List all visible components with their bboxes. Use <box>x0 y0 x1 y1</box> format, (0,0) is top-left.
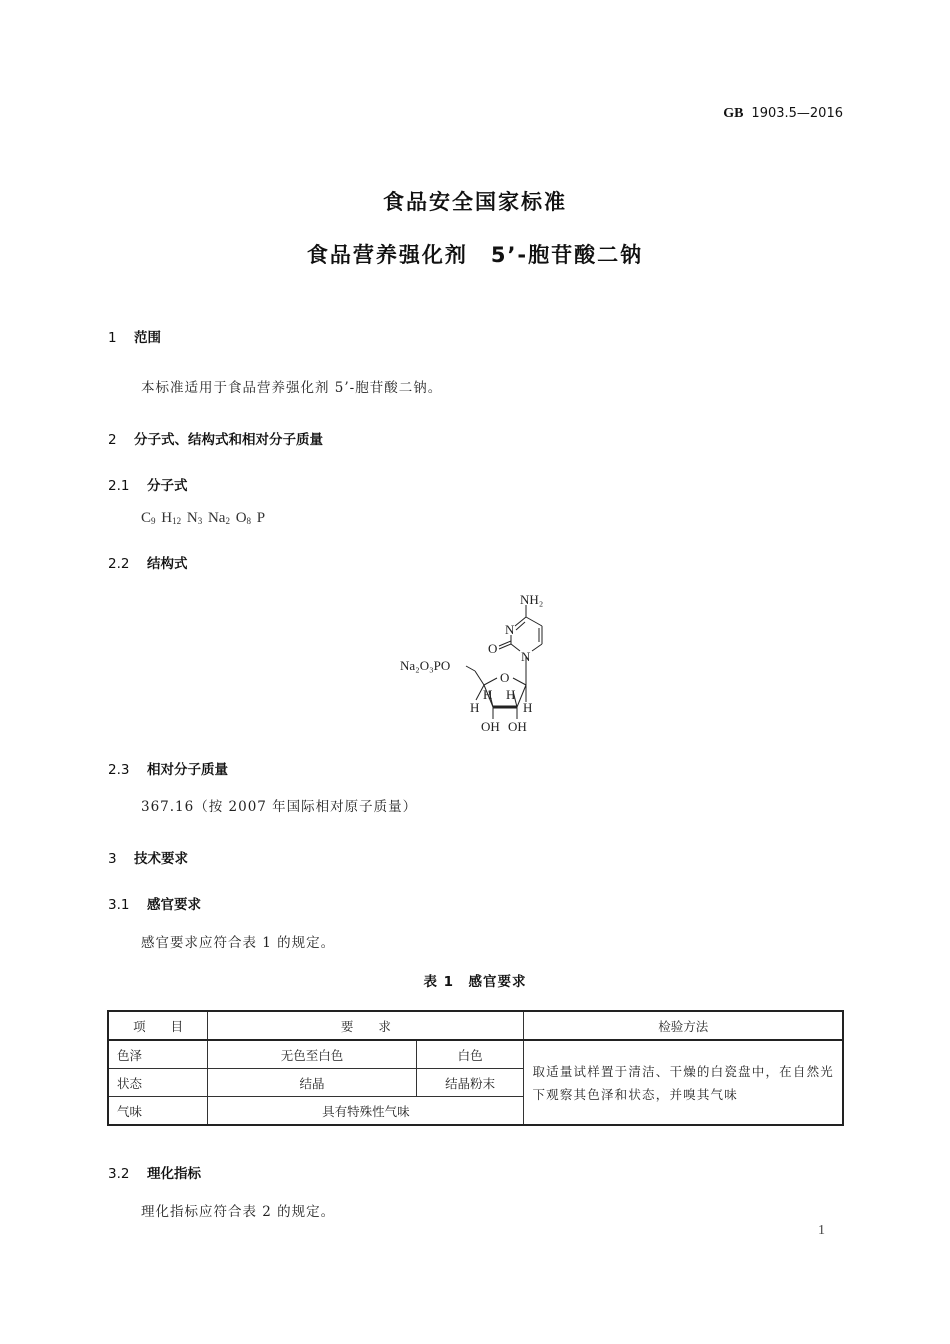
h-label: H <box>470 700 480 715</box>
header-item: 项 目 <box>108 1011 208 1040</box>
document-title: 食品安全国家标准 <box>383 190 567 214</box>
h-label: H <box>483 687 493 702</box>
section-title: 理化指标 <box>147 1166 201 1182</box>
section-number: 2.3 <box>108 762 130 778</box>
row-requirement-a: 结晶 <box>208 1069 416 1097</box>
row-item: 气味 <box>108 1097 208 1126</box>
ring-nitrogen-label: N <box>505 622 515 637</box>
molecular-formula: $C_9$ $H_{12}$ $N_3$ $Na_2$ $O_8$ P <box>141 510 266 526</box>
structural-formula <box>395 585 565 740</box>
section-number: 2 <box>108 432 117 448</box>
section-1-body: 本标准适用于食品营养强化剂 5’-胞苷酸二钠。 <box>141 380 443 396</box>
table-row <box>108 1040 843 1069</box>
phosphate-label: Na₂O₃PO <box>400 658 451 673</box>
section-title: 范围 <box>134 330 161 346</box>
page-number: 1 <box>818 1223 825 1238</box>
h-label: H <box>523 700 533 715</box>
hydroxyl-label: OH <box>481 719 500 734</box>
section-title: 技术要求 <box>134 851 188 867</box>
header-requirement: 要 求 <box>208 1011 524 1040</box>
test-method-cell: 取适量试样置于清洁、干燥的白瓷盘中，在自然光下观察其色泽和状态，并嗅其气味 <box>524 1040 843 1125</box>
row-requirement-b: 结晶粉末 <box>416 1069 524 1097</box>
amino-group-label: NH₂ <box>520 592 544 607</box>
section-3-2-body: 理化指标应符合表 2 的规定。 <box>141 1204 336 1220</box>
section-number: 3 <box>108 851 117 867</box>
section-title: 感官要求 <box>147 897 201 913</box>
section-2-heading <box>108 428 323 448</box>
row-requirement-b: 白色 <box>416 1040 524 1069</box>
row-requirement: 具有特殊性气味 <box>208 1097 524 1126</box>
table-1-caption: 表 1 感官要求 <box>423 974 527 990</box>
row-item: 状态 <box>108 1069 208 1097</box>
section-number: 3.2 <box>108 1166 130 1182</box>
section-number: 3.1 <box>108 897 130 913</box>
carbonyl-oxygen-label: O <box>488 641 498 656</box>
section-title: 相对分子质量 <box>147 762 228 778</box>
section-title: 分子式 <box>147 478 188 494</box>
row-item: 色泽 <box>108 1040 208 1069</box>
row-requirement-a: 无色至白色 <box>208 1040 416 1069</box>
section-2-2-heading <box>108 552 188 572</box>
section-3-1-body: 感官要求应符合表 1 的规定。 <box>141 935 336 951</box>
header-test-method: 检验方法 <box>524 1011 843 1040</box>
section-3-heading <box>108 847 188 867</box>
document-subtitle: 食品营养强化剂 5’-胞苷酸二钠 <box>306 243 644 267</box>
hydroxyl-label: OH <box>508 719 527 734</box>
standard-number: 1903.5—2016 <box>751 106 843 121</box>
h-label: H <box>506 687 516 702</box>
section-title: 分子式、结构式和相对分子质量 <box>134 432 323 448</box>
section-title: 结构式 <box>147 556 188 572</box>
section-2-3-heading <box>108 758 228 778</box>
section-3-1-heading <box>108 893 201 913</box>
n1-label: N <box>521 649 531 664</box>
section-2-1-heading <box>108 474 188 494</box>
section-number: 2.2 <box>108 556 130 572</box>
relative-molecular-mass: 367.16（按 2007 年国际相对原子质量） <box>141 799 418 815</box>
table-header-row <box>108 1011 843 1040</box>
section-number: 1 <box>108 330 117 346</box>
standard-prefix: GB <box>723 106 744 121</box>
section-3-2-heading <box>108 1162 201 1182</box>
ring-oxygen-label: O <box>500 670 510 685</box>
standard-code <box>723 106 843 122</box>
section-number: 2.1 <box>108 478 130 494</box>
sensory-requirements-table <box>107 1010 844 1126</box>
section-1-heading <box>108 326 161 346</box>
